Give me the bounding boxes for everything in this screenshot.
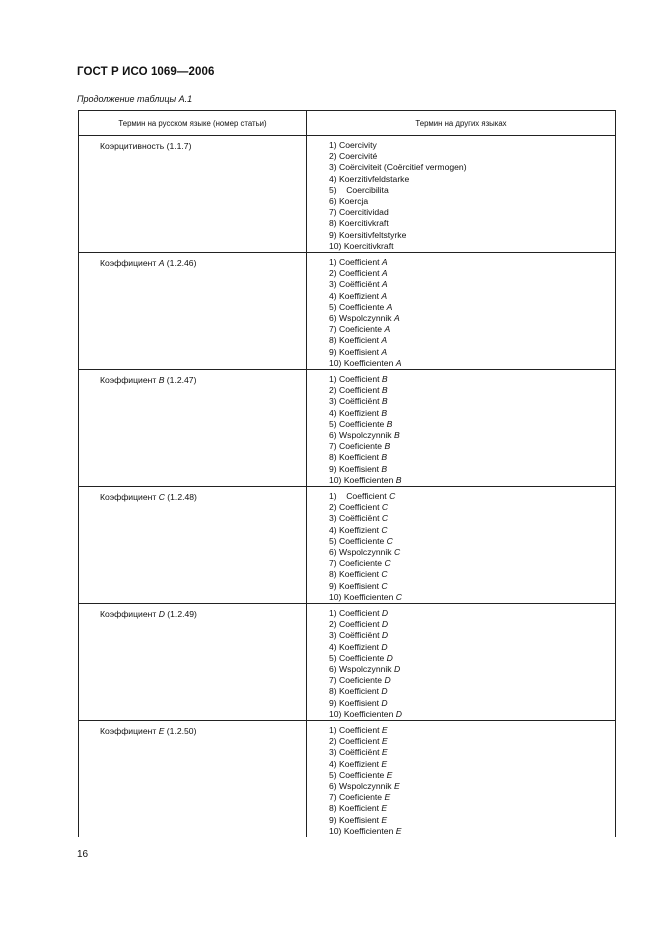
translation-term: Koeffizient <box>339 290 382 301</box>
translation-term-letter: D <box>384 675 391 686</box>
russian-term <box>79 487 306 603</box>
translation-term: Koeffizient <box>339 641 382 652</box>
item-number: 1) <box>329 491 337 501</box>
item-number: 4) <box>329 407 337 418</box>
translation-term: Coercivity <box>339 140 377 150</box>
translation-term-letter: D <box>381 686 388 697</box>
translation-item <box>329 491 615 502</box>
translation-term: Koefficient <box>339 452 382 463</box>
translation-item <box>329 430 615 441</box>
translation-item <box>329 664 615 675</box>
translation-term: Coefficient <box>339 502 382 513</box>
item-number: 9) <box>329 697 337 708</box>
translation-item <box>329 140 615 151</box>
translation-term-letter: A <box>386 301 393 312</box>
translation-item <box>329 536 615 547</box>
item-number: 8) <box>329 803 337 814</box>
translation-term-letter: D <box>381 630 389 641</box>
item-number: 3) <box>329 513 337 524</box>
translation-item <box>329 513 615 524</box>
translation-term-letter: E <box>381 736 388 747</box>
russian-term-article-ref: (1.2.50) <box>164 726 197 736</box>
item-number: 1) <box>329 140 337 150</box>
russian-term-text: Коэффициент <box>100 492 159 502</box>
translation-term: Coefficiente <box>339 301 387 312</box>
translation-item <box>329 698 615 709</box>
translation-term: Coefficient <box>339 374 382 384</box>
item-number: 5) <box>329 769 337 780</box>
item-number: 7) <box>329 441 337 452</box>
translation-term-letter: B <box>395 474 402 485</box>
translation-item <box>329 196 615 207</box>
item-number: 5) <box>329 535 337 546</box>
translation-item <box>329 581 615 592</box>
translation-term: Koercja <box>339 195 369 206</box>
item-number: 6) <box>329 546 337 557</box>
translation-item <box>329 803 615 814</box>
translation-item <box>329 162 615 173</box>
translation-term: Koefficienten <box>343 825 396 836</box>
item-number: 1) <box>329 257 337 267</box>
translation-item <box>329 151 615 162</box>
translation-term-letter: E <box>393 780 400 791</box>
translation-term: Wspolczynnik <box>339 312 394 323</box>
item-number: 2) <box>329 619 337 630</box>
translation-item <box>329 653 615 664</box>
item-spacing <box>337 185 347 195</box>
russian-term-article-ref: (1.2.46) <box>164 258 197 268</box>
translation-item <box>329 396 615 407</box>
translation-item <box>329 558 615 569</box>
translation-term-letter: C <box>395 591 402 602</box>
table-caption: Продолжение таблицы А.1 <box>77 94 193 104</box>
translation-item <box>329 747 615 758</box>
russian-term-cell <box>79 253 307 370</box>
translation-item <box>329 781 615 792</box>
russian-term <box>79 370 306 486</box>
russian-term-text: Коэффициент <box>100 375 159 385</box>
item-number: 8) <box>329 452 337 463</box>
translation-term-letter: D <box>395 708 402 719</box>
item-spacing <box>337 491 347 501</box>
translation-term: Coefficient <box>346 491 390 501</box>
table-row <box>79 370 616 487</box>
translation-item <box>329 736 615 747</box>
terms-table <box>78 110 616 837</box>
translation-term: Koefficienten <box>343 591 396 602</box>
russian-term <box>79 253 306 369</box>
translation-term: Coercitividad <box>339 207 389 218</box>
translation-term: Coercivité <box>339 151 378 162</box>
translation-term-letter: B <box>381 463 388 474</box>
item-number: 1) <box>329 725 337 735</box>
other-languages-cell <box>307 721 616 838</box>
translation-term: Coeficiente <box>339 675 385 686</box>
translation-item <box>329 452 615 463</box>
translation-term: Coefficiente <box>339 769 387 780</box>
translation-item <box>329 619 615 630</box>
russian-term-cell <box>79 604 307 721</box>
item-number: 4) <box>329 641 337 652</box>
item-number: 8) <box>329 686 337 697</box>
translation-term: Coefficient <box>339 619 382 630</box>
translation-term: Coërciviteit (Coërcitief vermogen) <box>339 162 467 173</box>
translation-term-letter: E <box>395 825 402 836</box>
item-number: 10) <box>329 240 342 251</box>
translation-term: Koersitivfeltstyrke <box>339 229 407 240</box>
item-number: 2) <box>329 736 337 747</box>
item-number: 10) <box>329 591 342 602</box>
item-number: 7) <box>329 558 337 569</box>
translation-term: Coëfficiënt <box>339 279 382 290</box>
translation-term: Koefficient <box>339 335 382 346</box>
table-body <box>79 136 616 838</box>
translation-item <box>329 525 615 536</box>
translation-item <box>329 324 615 335</box>
translation-term: Koeffisient <box>339 580 382 591</box>
translation-term-letter: A <box>381 346 388 357</box>
translation-item <box>329 257 615 268</box>
item-number: 9) <box>329 580 337 591</box>
translation-term: Wspolczynnik <box>339 546 394 557</box>
translation-term: Koeffisient <box>339 697 382 708</box>
item-number: 10) <box>329 825 342 836</box>
document-header: ГОСТ Р ИСО 1069—2006 <box>77 66 215 78</box>
translation-term-letter: E <box>384 792 391 803</box>
translation-term: Coercibilita <box>346 184 389 195</box>
translation-item <box>329 174 615 185</box>
item-number: 4) <box>329 524 337 535</box>
item-number: 9) <box>329 346 337 357</box>
table-header-row <box>79 111 616 136</box>
translation-term: Coefficient <box>339 736 382 747</box>
translation-term-letter: B <box>393 429 400 440</box>
russian-term-text: Коэффициент <box>100 726 159 736</box>
translation-item <box>329 686 615 697</box>
table-row <box>79 604 616 721</box>
translation-item <box>329 725 615 736</box>
translation-term-letter: E <box>381 814 388 825</box>
translation-term: Coëfficiënt <box>339 396 382 407</box>
translation-item <box>329 230 615 241</box>
other-languages-cell <box>307 253 616 370</box>
translation-term-letter: C <box>381 580 388 591</box>
item-number: 7) <box>329 792 337 803</box>
translation-term-letter: C <box>381 502 389 513</box>
translation-term-letter: C <box>381 569 388 580</box>
translation-item <box>329 347 615 358</box>
translation-term-letter: D <box>381 608 389 618</box>
russian-term-text: Коэффициент <box>100 258 159 268</box>
translation-term-letter: E <box>381 758 388 769</box>
item-number: 2) <box>329 268 337 279</box>
translation-term: Koefficienten <box>343 474 396 485</box>
page-number: 16 <box>77 849 89 860</box>
item-number: 8) <box>329 335 337 346</box>
translation-item <box>329 592 615 603</box>
translation-term: Wspolczynnik <box>339 663 394 674</box>
translation-list <box>307 604 615 720</box>
item-number: 7) <box>329 324 337 335</box>
translation-term-letter: A <box>381 257 388 267</box>
russian-term-letter: B <box>158 375 165 385</box>
item-number: 8) <box>329 569 337 580</box>
russian-term-text: Коэффициент <box>100 609 159 619</box>
russian-term-letter: A <box>158 258 165 268</box>
item-number: 6) <box>329 312 337 323</box>
translation-term-letter: D <box>381 641 388 652</box>
translation-item <box>329 502 615 513</box>
translation-term: Koefficient <box>339 803 382 814</box>
translation-term-letter: B <box>381 385 388 396</box>
translation-term-letter: E <box>386 769 393 780</box>
translation-term-letter: A <box>395 357 402 368</box>
translation-list <box>307 370 615 486</box>
translation-term: Koeffisient <box>339 814 382 825</box>
translation-term: Koeffisient <box>339 346 382 357</box>
translation-item <box>329 630 615 641</box>
translation-term: Coeficiente <box>339 558 385 569</box>
other-languages-cell <box>307 604 616 721</box>
translation-item <box>329 218 615 229</box>
item-number: 5) <box>329 184 337 195</box>
item-number: 3) <box>329 630 337 641</box>
translation-term-letter: A <box>381 335 388 346</box>
translation-term-letter: C <box>386 535 393 546</box>
item-number: 8) <box>329 218 337 229</box>
translation-item <box>329 207 615 218</box>
translation-term: Coefficient <box>339 268 382 279</box>
translation-term: Coefficiente <box>339 418 387 429</box>
russian-term-cell <box>79 487 307 604</box>
translation-term: Wspolczynnik <box>339 429 394 440</box>
translation-term: Coefficiente <box>339 652 387 663</box>
translation-list <box>307 253 615 369</box>
translation-term-letter: D <box>393 663 401 674</box>
translation-term: Coëfficiënt <box>339 630 382 641</box>
translation-term: Coeficiente <box>339 324 385 335</box>
translation-term-letter: B <box>381 374 388 384</box>
translation-term-letter: C <box>384 558 391 569</box>
translation-term-letter: E <box>381 747 388 758</box>
translation-item <box>329 241 615 252</box>
item-number: 9) <box>329 229 337 240</box>
other-languages-cell <box>307 370 616 487</box>
translation-list <box>307 487 615 603</box>
translation-item <box>329 441 615 452</box>
translation-item <box>329 385 615 396</box>
translation-item <box>329 335 615 346</box>
item-number: 9) <box>329 814 337 825</box>
item-number: 3) <box>329 396 337 407</box>
translation-item <box>329 547 615 558</box>
translation-term: Coeficiente <box>339 441 385 452</box>
translation-term-letter: B <box>386 418 393 429</box>
translation-item <box>329 279 615 290</box>
translation-term-letter: E <box>381 725 388 735</box>
russian-term-letter: C <box>158 492 165 502</box>
item-number: 2) <box>329 151 337 162</box>
translation-item <box>329 408 615 419</box>
item-number: 10) <box>329 474 342 485</box>
item-number: 6) <box>329 780 337 791</box>
table-row <box>79 136 616 253</box>
item-number: 6) <box>329 195 337 206</box>
translation-term-letter: E <box>381 803 388 814</box>
translation-term-letter: C <box>381 524 388 535</box>
translation-term: Koefficient <box>339 569 382 580</box>
other-languages-cell <box>307 487 616 604</box>
translation-term: Wspolczynnik <box>339 780 394 791</box>
translation-item <box>329 268 615 279</box>
translation-item <box>329 291 615 302</box>
translation-term-letter: A <box>381 279 388 290</box>
item-number: 10) <box>329 357 342 368</box>
item-number: 3) <box>329 279 337 290</box>
item-number: 6) <box>329 663 337 674</box>
translation-term: Coëfficiënt <box>339 747 382 758</box>
item-number: 10) <box>329 708 342 719</box>
russian-term-text: Коэрцитивность <box>100 141 165 151</box>
other-languages-cell <box>307 136 616 253</box>
translation-term: Koeffisient <box>339 463 382 474</box>
item-number: 3) <box>329 747 337 758</box>
item-number: 1) <box>329 374 337 384</box>
item-number: 1) <box>329 608 337 618</box>
translation-item <box>329 358 615 369</box>
translation-term-letter: A <box>393 312 400 323</box>
item-number: 4) <box>329 758 337 769</box>
column-header-other-languages: Термин на других языках <box>307 111 616 136</box>
translation-term: Coefficient <box>339 385 382 396</box>
translation-item <box>329 569 615 580</box>
item-number: 9) <box>329 463 337 474</box>
translation-item <box>329 792 615 803</box>
translation-list <box>307 721 615 837</box>
translation-term: Coefficient <box>339 257 382 267</box>
translation-term: Koefficienten <box>343 357 396 368</box>
translation-term-letter: B <box>381 452 388 463</box>
item-number: 5) <box>329 301 337 312</box>
translation-term: Koerzitivfeldstarke <box>339 173 410 184</box>
russian-term-cell <box>79 721 307 838</box>
translation-item <box>329 759 615 770</box>
russian-term-article-ref: (1.1.7) <box>164 141 192 151</box>
translation-term: Koercitivkraft <box>343 240 394 251</box>
russian-term-cell <box>79 370 307 487</box>
translation-term: Koefficient <box>339 686 382 697</box>
russian-term <box>79 721 306 837</box>
translation-term-letter: B <box>381 396 388 407</box>
translation-item <box>329 815 615 826</box>
translation-item <box>329 826 615 837</box>
translation-term-letter: A <box>381 268 388 279</box>
translation-item <box>329 675 615 686</box>
item-number: 7) <box>329 207 337 218</box>
translation-term-letter: D <box>381 697 388 708</box>
translation-term-letter: D <box>386 652 393 663</box>
item-number: 2) <box>329 385 337 396</box>
translation-term-letter: A <box>381 290 388 301</box>
russian-term-letter: E <box>158 726 165 736</box>
translation-item <box>329 374 615 385</box>
item-number: 4) <box>329 173 337 184</box>
translation-term: Koercitivkraft <box>339 218 389 229</box>
russian-term <box>79 136 306 252</box>
table-row <box>79 487 616 604</box>
item-number: 5) <box>329 418 337 429</box>
translation-term: Coëfficiënt <box>339 513 382 524</box>
item-number: 4) <box>329 290 337 301</box>
translation-item <box>329 709 615 720</box>
item-number: 7) <box>329 675 337 686</box>
item-number: 6) <box>329 429 337 440</box>
translation-item <box>329 464 615 475</box>
translation-term: Coefficient <box>339 608 382 618</box>
translation-term-letter: A <box>384 324 391 335</box>
translation-term: Koeffizient <box>339 407 382 418</box>
translation-item <box>329 475 615 486</box>
russian-term-article-ref: (1.2.49) <box>164 609 197 619</box>
translation-item <box>329 608 615 619</box>
translation-term: Coefficiente <box>339 535 387 546</box>
translation-term-letter: D <box>381 619 389 630</box>
translation-term-letter: C <box>389 491 396 501</box>
translation-item <box>329 313 615 324</box>
item-number: 5) <box>329 652 337 663</box>
translation-item <box>329 642 615 653</box>
translation-term-letter: B <box>381 407 388 418</box>
table-row <box>79 721 616 838</box>
russian-term-article-ref: (1.2.48) <box>164 492 197 502</box>
item-number: 2) <box>329 502 337 513</box>
russian-term-cell <box>79 136 307 253</box>
russian-term <box>79 604 306 720</box>
translation-item <box>329 302 615 313</box>
translation-item <box>329 185 615 196</box>
translation-term-letter: C <box>381 513 389 524</box>
translation-term-letter: C <box>393 546 401 557</box>
translation-term: Koeffizient <box>339 524 382 535</box>
translation-term: Koefficienten <box>343 708 396 719</box>
translation-item <box>329 419 615 430</box>
russian-term-article-ref: (1.2.47) <box>164 375 197 385</box>
translation-term: Koeffizient <box>339 758 382 769</box>
table-row <box>79 253 616 370</box>
translation-list <box>307 136 615 252</box>
column-header-russian-term: Термин на русском языке (номер статьи) <box>79 111 307 136</box>
russian-term-letter: D <box>158 609 165 619</box>
translation-term: Coeficiente <box>339 792 385 803</box>
translation-term: Coefficient <box>339 725 382 735</box>
translation-item <box>329 770 615 781</box>
translation-term-letter: B <box>384 441 391 452</box>
item-number: 3) <box>329 162 337 173</box>
